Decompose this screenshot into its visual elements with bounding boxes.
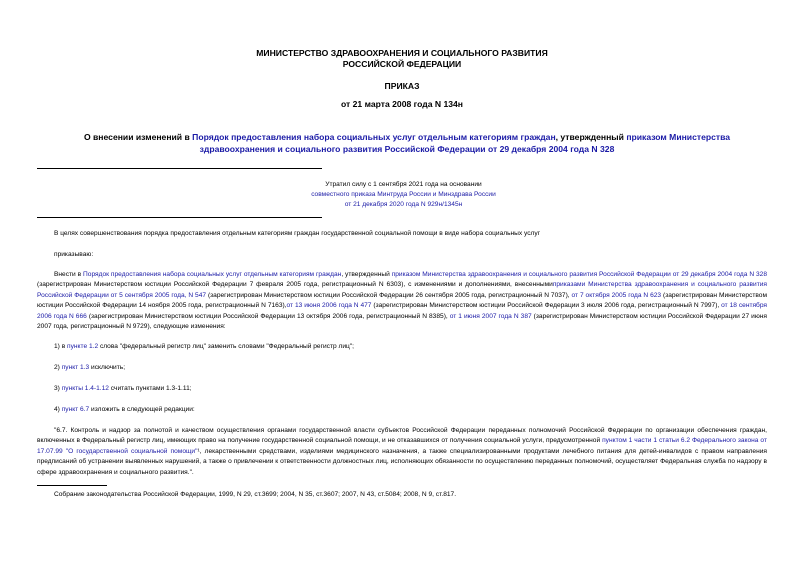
main-text-8: (зарегистрирован Министерством юстиции Российской Федерации 27 июня 2007 года, регистрационный N 9729), следующие изменения:	[37, 312, 767, 331]
main-text-3: (зарегистрирован Министерством юстиции Российской Федерации 7 февраля 2005 года, регистрационный N 6303), с изменениями и дополнениями, внесенными	[37, 281, 553, 289]
item-1-text-b: слова "федеральный регистр лиц" заменить словами "Федеральный регистр лиц";	[98, 343, 354, 350]
main-text-5: (зарегистрирован Министерством юстиции Российской Федерации 14 ноября 2005 года, регистрационный N 7163),	[37, 291, 767, 310]
item-4	[37, 405, 767, 415]
separator-top	[37, 168, 322, 169]
main-link-order-387[interactable]: от 1 июня 2007 года N 387	[449, 312, 532, 320]
item-1	[37, 342, 767, 352]
ministry-line-1: МИНИСТЕРСТВО ЗДРАВООХРАНЕНИЯ И СОЦИАЛЬНОГО РАЗВИТИЯ	[256, 48, 548, 58]
quote-text-2: ¹, лекарственными средствами, изделиями медицинского назначения, а также специализированными продуктами лечебного питания для детей-инвалидов с правом направления предписаний об устранении выявленных нарушений, а также о привлечении к ответственности должностных лиц, исполняющих обязанности по осуществлению переданных полномочий, осуществляет Федеральная служба по надзору в сфере здравоохранения и социального развития.".	[37, 447, 767, 476]
item-3-text-b: считать пунктами 1.3-1.11;	[108, 385, 192, 392]
ministry-line-2: РОССИЙСКОЙ ФЕДЕРАЦИИ	[342, 59, 462, 69]
item-3-text-a: 3)	[54, 385, 62, 392]
document-title	[57, 131, 757, 155]
item-1-link[interactable]: пункте 1.2	[67, 343, 99, 350]
lapse-line-1: Утратил силу с 1 сентября 2021 года на основании	[325, 181, 482, 188]
title-link-order-328[interactable]: приказом Министерства здравоохранения и социального развития Российской Федерации от 29 декабря 2004 года N 328	[199, 132, 731, 154]
main-link-order-547[interactable]: приказами Министерства здравоохранения и социального развития Российской Федерации от 5 сентября 2005 года, N 547	[37, 281, 768, 299]
main-link-order-328[interactable]: приказом Министерства здравоохранения и социального развития Российской Федерации от 29 декабря 2004 года N 328	[391, 271, 767, 278]
quote-text-1: "6.7. Контроль и надзор за полнотой и качеством осуществления органами государственной власти субъектов Российской Федерации переданных полномочий Российской Федерации по организации обеспечения граждан, включенных в Федеральный регистр лиц, имеющих право на получение государственной социальной помощи, и не отказавшихся от получения социальной услуги, предусмотренной	[37, 427, 767, 445]
item-1-text-a: 1) в	[54, 343, 68, 350]
title-text-1: О внесении изменений в	[83, 132, 193, 142]
item-2	[37, 363, 767, 373]
item-3-link[interactable]: пункты 1.4-1.12	[61, 385, 109, 392]
title-text-2: , утвержденный	[555, 132, 627, 142]
doc-type: ПРИКАЗ	[384, 81, 420, 91]
quoted-paragraph-6-7	[37, 426, 767, 478]
lapse-link-date[interactable]: от 21 декабря 2020 года N 929н/1345н	[344, 201, 463, 208]
main-paragraph	[37, 270, 767, 332]
lapse-link-joint-order[interactable]: совместного приказа Минтруда России и Минздрава России	[311, 191, 496, 198]
intro-paragraph: В целях совершенствования порядка предоставления отдельным категориям граждан государственной социальной помощи в виде набора социальных услуг	[54, 230, 541, 237]
main-text-2: , утвержденный	[341, 271, 392, 278]
title-link-procedure[interactable]: Порядок предоставления набора социальных услуг отдельным категориям граждан	[192, 132, 556, 142]
item-2-text-a: 2)	[54, 364, 62, 371]
item-4-link[interactable]: пункт 6.7	[61, 406, 90, 413]
main-link-order-477[interactable]: от 13 июня 2006 года N 477	[286, 302, 372, 310]
main-text-6: (зарегистрирован Министерством юстиции Российской Федерации 3 июля 2006 года, регистрационный N 7997),	[371, 302, 722, 310]
ministry-heading	[37, 48, 767, 70]
separator-bottom	[37, 217, 322, 218]
doc-date: от 21 марта 2008 года N 134н	[341, 99, 463, 109]
item-3	[37, 384, 767, 394]
order-word: приказываю:	[54, 251, 94, 258]
item-4-text-a: 4)	[54, 406, 62, 413]
main-link-order-623[interactable]: от 7 октября 2005 года N 623	[571, 291, 662, 299]
footnote: Собрание законодательства Российской Федерации, 1999, N 29, ст.3699; 2004, N 35, ст.3607; 2007, N 43, ст.5084; 2008, N 9, ст.817.	[54, 491, 457, 498]
main-text-4: (зарегистрирован Министерством юстиции Российской Федерации 26 сентября 2005 года, регистрационный N 7037),	[206, 291, 572, 299]
main-text-7: (зарегистрирован Министерством юстиции Российской Федерации 13 октября 2006 года, регистрационный N 8385),	[86, 312, 450, 320]
footnote-separator	[37, 485, 107, 486]
main-link-order-666[interactable]: от 18 сентября 2006 года N 666	[37, 302, 768, 320]
quote-link-federal-law[interactable]: пунктом 1 части 1 статьи 6.2 Федерального закона от 17.07.99 "О государственной социальной помощи"	[37, 437, 767, 455]
item-2-link[interactable]: пункт 1.3	[61, 364, 90, 371]
lapse-note	[237, 180, 570, 210]
main-link-procedure[interactable]: Порядок предоставления набора социальных услуг отдельным категориям граждан	[83, 271, 342, 278]
item-2-text-b: исключить;	[89, 364, 126, 371]
main-text-1: Внести в	[54, 271, 84, 278]
item-4-text-b: изложить в следующей редакции:	[89, 406, 195, 413]
